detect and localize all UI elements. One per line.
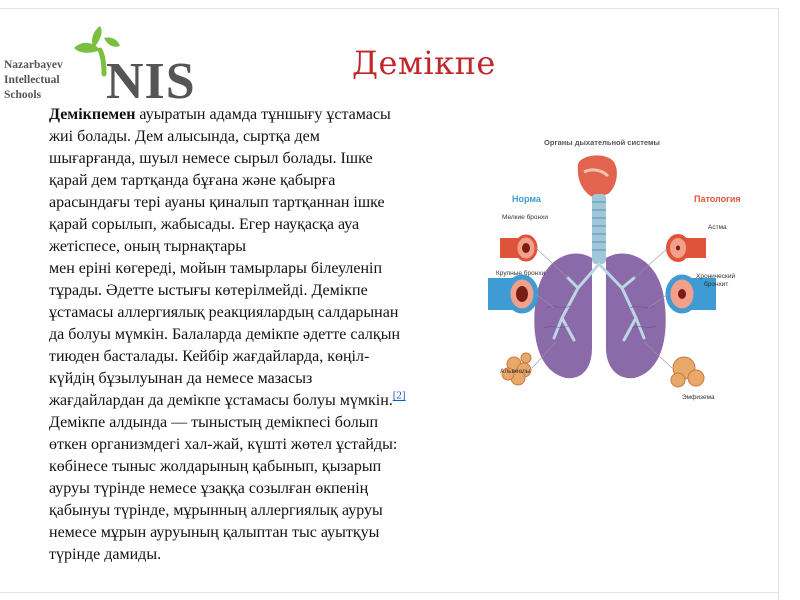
frame-border-bottom [0, 592, 778, 593]
label-alveoli: Альвеолы [500, 368, 531, 375]
asthma-section [668, 236, 706, 260]
body-line-text: немесе мұрын ауруының қалыптан тыс ауытқуы [49, 524, 380, 541]
body-line-text: арасындағы тері ауаны қиналып тартқаннан ішке [49, 194, 385, 211]
body-line-text: тұрады. Әдетте ыстығы көтерілмейді. Демікпе [49, 282, 368, 299]
body-line [49, 214, 449, 236]
small-bronchi-section [500, 236, 536, 260]
body-line-text: қарай дем тартқанда бұғана және қабырға [49, 172, 336, 189]
body-line-rest: ауыратын адамда тұншығу ұстамасы [135, 106, 391, 123]
body-line [49, 434, 449, 456]
lungs-illustration [482, 128, 722, 428]
body-line [49, 302, 449, 324]
body-line [49, 236, 449, 258]
body-line-text: тиюден басталады. Кейбір жағдайларда, көңіл- [49, 348, 370, 365]
label-asthma: Астма [708, 224, 727, 231]
body-line-text: да болуы мүмкін. Балаларда демікпе әдетте салқын [49, 326, 400, 343]
body-line [49, 412, 449, 434]
body-line-text: ұстамасы аллергиялық реакциялардың салдарынан [49, 304, 399, 321]
body-line-text: мен еріні көгереді, мойын тамырлары білеуленіп [49, 260, 383, 277]
body-line [49, 456, 449, 478]
body-line [49, 544, 449, 566]
logo-line-1: Nazarbayev [4, 59, 63, 71]
respiratory-figure [482, 128, 741, 428]
body-line [49, 280, 449, 302]
body-line-text: түрінде дамиды. [49, 546, 162, 563]
logo-line-3: Schools [4, 89, 42, 101]
body-line-text: ауруы түрінде немесе ұзаққа созылған өкпенің [49, 480, 369, 497]
body-line-text: жағдайлардан да демікпе ұстамасы болуы мүмкін. [49, 392, 393, 409]
body-line [49, 390, 449, 412]
trachea [592, 194, 606, 264]
body-line [49, 192, 449, 214]
large-bronchi-section [488, 277, 536, 311]
label-chronic-bronchitis-1: Хронический [696, 273, 736, 280]
nasal-cavity [578, 155, 617, 198]
label-large-bronchi: Крупные бронхи [496, 270, 546, 277]
body-line-text: қарай сорылып, жабысады. Егер науқасқа ауа [49, 216, 360, 233]
frame-border-top [0, 8, 778, 9]
body-line-text: Демікпе алдында — тыныстың демікпесі болып [49, 414, 379, 431]
body-line [49, 148, 449, 170]
body-line-text: жетіспесе, оның тырнақтары [49, 238, 247, 255]
emphysema-cluster [671, 357, 704, 387]
body-line-text: жиі болады. Дем алысында, сыртқа дем [49, 128, 320, 145]
body-line-text: күйдің бұзылуынан да немесе мазасыз [49, 370, 313, 387]
logo-abbr: NIS [106, 53, 196, 110]
label-small-bronchi: Мелкие бронхи [502, 214, 548, 221]
body-text [49, 104, 449, 566]
label-chronic-bronchitis-2: бронхит [704, 281, 729, 288]
figure-pathology-label: Патология [694, 194, 741, 204]
figure-title: Органы дыхательной системы [544, 138, 660, 147]
frame-border-right [778, 8, 779, 600]
body-line-text: шығарғанда, шуыл немесе сырыл болады. Ішке [49, 150, 373, 167]
body-line [49, 104, 449, 126]
page-title: Демікпе [352, 44, 496, 82]
body-line [49, 346, 449, 368]
body-line [49, 522, 449, 544]
body-line [49, 126, 449, 148]
figure-normal-label: Норма [512, 194, 541, 204]
body-line [49, 478, 449, 500]
body-line [49, 258, 449, 280]
logo-line-2: Intellectual [4, 74, 60, 86]
body-line [49, 368, 449, 390]
nis-logo [4, 18, 196, 110]
body-line [49, 324, 449, 346]
term-bold: Демікпемен [49, 106, 136, 123]
body-line [49, 170, 449, 192]
label-emphysema: Эмфизема [682, 394, 715, 401]
body-line [49, 500, 449, 522]
body-line-text: көбінесе тыныс жолдарының қабынып, қызарып [49, 458, 382, 475]
body-line-text: өткен организмдегі хал-жай, күшті жөтел ұстайды: [49, 436, 398, 453]
citation-link[interactable]: [2] [392, 389, 406, 402]
body-line-text: қабынуы түрінде, мұрынның аллергиялық ауруы [49, 502, 383, 519]
